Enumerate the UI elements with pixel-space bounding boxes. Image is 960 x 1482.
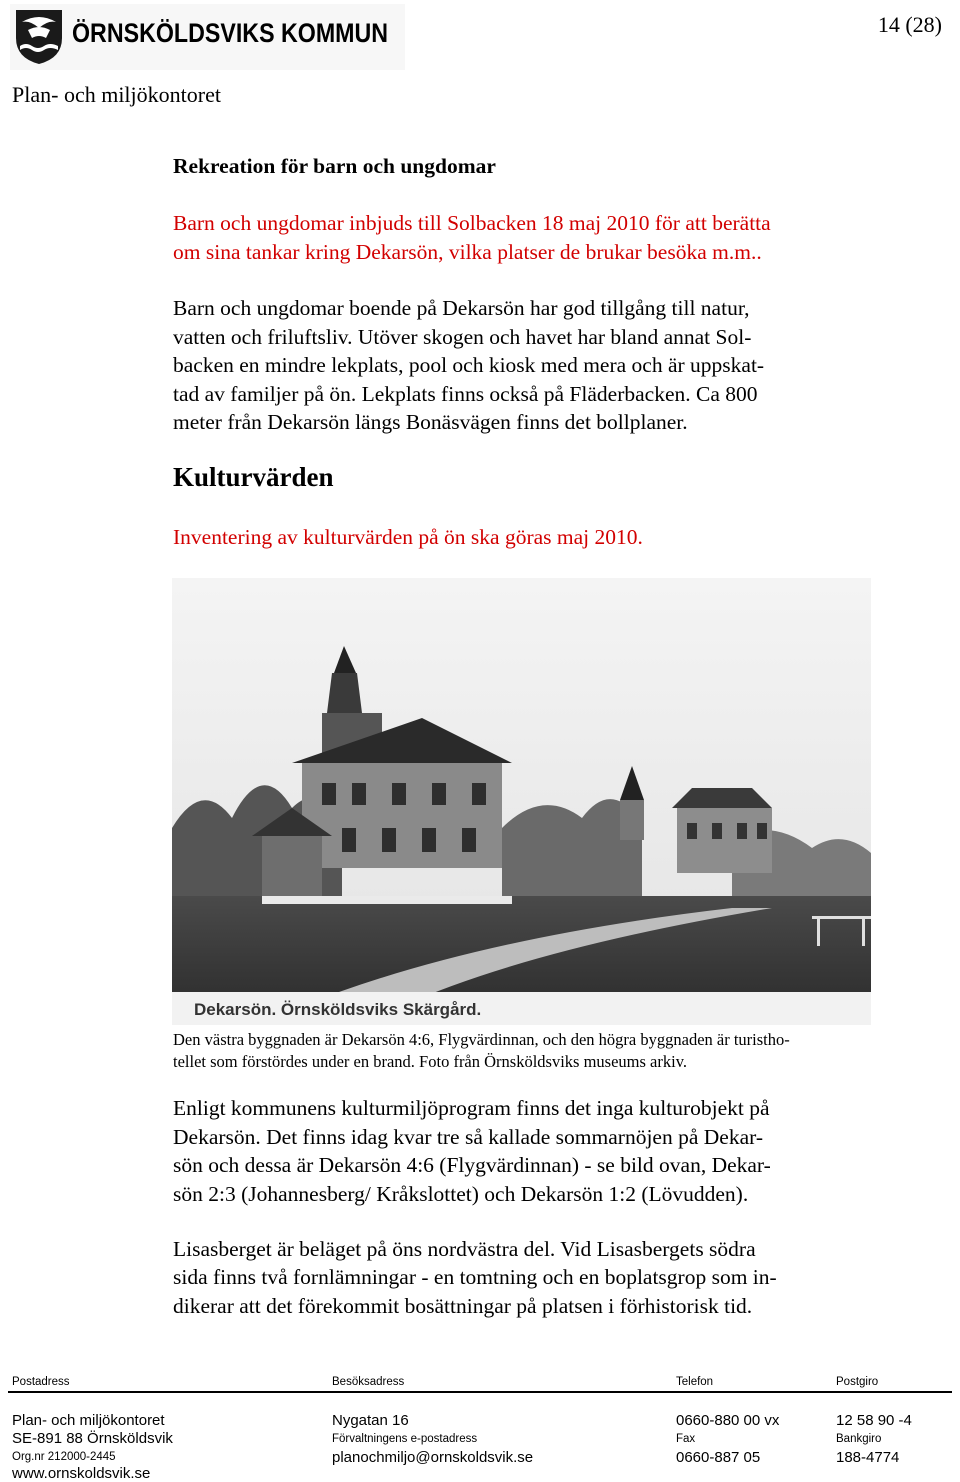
historic-photo-dekarson — [172, 578, 871, 1025]
paragraph-line: Enligt kommunens kulturmiljöprogram finns det inga kulturobjekt på — [173, 1096, 770, 1120]
municipal-crest-icon — [14, 8, 64, 66]
footer-divider — [8, 1391, 952, 1393]
paragraph-line: backen en mindre lekplats, pool och kiosk med mera och är uppskat- — [173, 353, 765, 377]
footer-fax-number: 0660-887 05 — [676, 1449, 761, 1466]
footer-postal-address: SE-891 88 Örnsköldsvik — [12, 1430, 173, 1447]
paragraph-line: Dekarsön. Det finns idag kvar tre så kallade sommarnöjen på Dekar- — [173, 1125, 764, 1149]
section-heading-recreation: Rekreation för barn och ungdomar — [173, 154, 496, 178]
paragraph-line: Lisasberget är beläget på öns nordvästra del. Vid Lisasbergets södra — [173, 1237, 756, 1261]
footer-email-label: Förvaltningens e-postadress — [332, 1433, 478, 1445]
footer-visit-label: Besöksadress — [332, 1376, 405, 1388]
paragraph-line: dikerar att det förekommit bosättningar på platsen i förhistorisk tid. — [173, 1294, 753, 1318]
footer-website-link[interactable]: www.ornskoldsvik.se — [12, 1465, 151, 1482]
footer-fax-label: Fax — [676, 1433, 696, 1445]
footer-postal-label: Postadress — [12, 1376, 70, 1388]
organization-name: ÖRNSKÖLDSVIKS KOMMUN — [72, 18, 389, 48]
footer-visit-address: Nygatan 16 — [332, 1412, 409, 1429]
paragraph-line: vatten och friluftsliv. Utöver skogen och havet har bland annat Sol- — [173, 325, 752, 349]
footer-org-number: Org.nr 212000-2445 — [12, 1451, 116, 1463]
paragraph-line: meter från Dekarsön längs Bonäsvägen finns det bollplaner. — [173, 410, 688, 434]
footer-postgiro-label: Postgiro — [836, 1376, 879, 1388]
page-number: 14 (28) — [877, 12, 942, 37]
footer-phone-label: Telefon — [676, 1376, 714, 1388]
paragraph-line: sida finns två fornlämningar - en tomtning och en boplatsgrop som in- — [173, 1265, 777, 1289]
photo-inscription: Dekarsön. Örnsköldsviks Skärgård. — [194, 1000, 482, 1019]
caption-line: Den västra byggnaden är Dekarsön 4:6, Flygvärdinnan, och den högra byggnaden är turistho- — [173, 1030, 790, 1049]
red-note-line: om sina tankar kring Dekarsön, vilka platser de brukar besöka m.m.. — [173, 240, 762, 264]
footer-postgiro-number: 12 58 90 -4 — [836, 1412, 912, 1429]
footer-bankgiro-number: 188-4774 — [836, 1449, 900, 1466]
footer-postal-name: Plan- och miljökontoret — [12, 1412, 165, 1429]
department-name: Plan- och miljökontoret — [12, 82, 221, 107]
photo-caption — [173, 1029, 873, 1073]
paragraph-line: sön 2:3 (Johannesberg/ Kråkslottet) och Dekarsön 1:2 (Lövudden). — [173, 1182, 749, 1206]
section-heading-kulturvarden: Kulturvärden — [173, 462, 334, 492]
paragraph-line: Barn och ungdomar boende på Dekarsön har god tillgång till natur, — [173, 296, 750, 320]
paragraph-line: sön och dessa är Dekarsön 4:6 (Flygvärdinnan) - se bild ovan, Dekar- — [173, 1153, 771, 1177]
footer-phone-number: 0660-880 00 vx — [676, 1412, 780, 1429]
paragraph-line: tad av familjer på ön. Lekplats finns också på Fläderbacken. Ca 800 — [173, 382, 758, 406]
caption-line: tellet som förstördes under en brand. Foto från Örnsköldsviks museums arkiv. — [173, 1052, 688, 1071]
footer-email-link[interactable]: planochmiljo@ornskoldsvik.se — [332, 1449, 534, 1466]
red-note-line: Inventering av kulturvärden på ön ska göras maj 2010. — [173, 525, 643, 549]
footer-bankgiro-label: Bankgiro — [836, 1433, 882, 1445]
red-note-line: Barn och ungdomar inbjuds till Solbacken 18 maj 2010 för att berätta — [173, 211, 771, 235]
